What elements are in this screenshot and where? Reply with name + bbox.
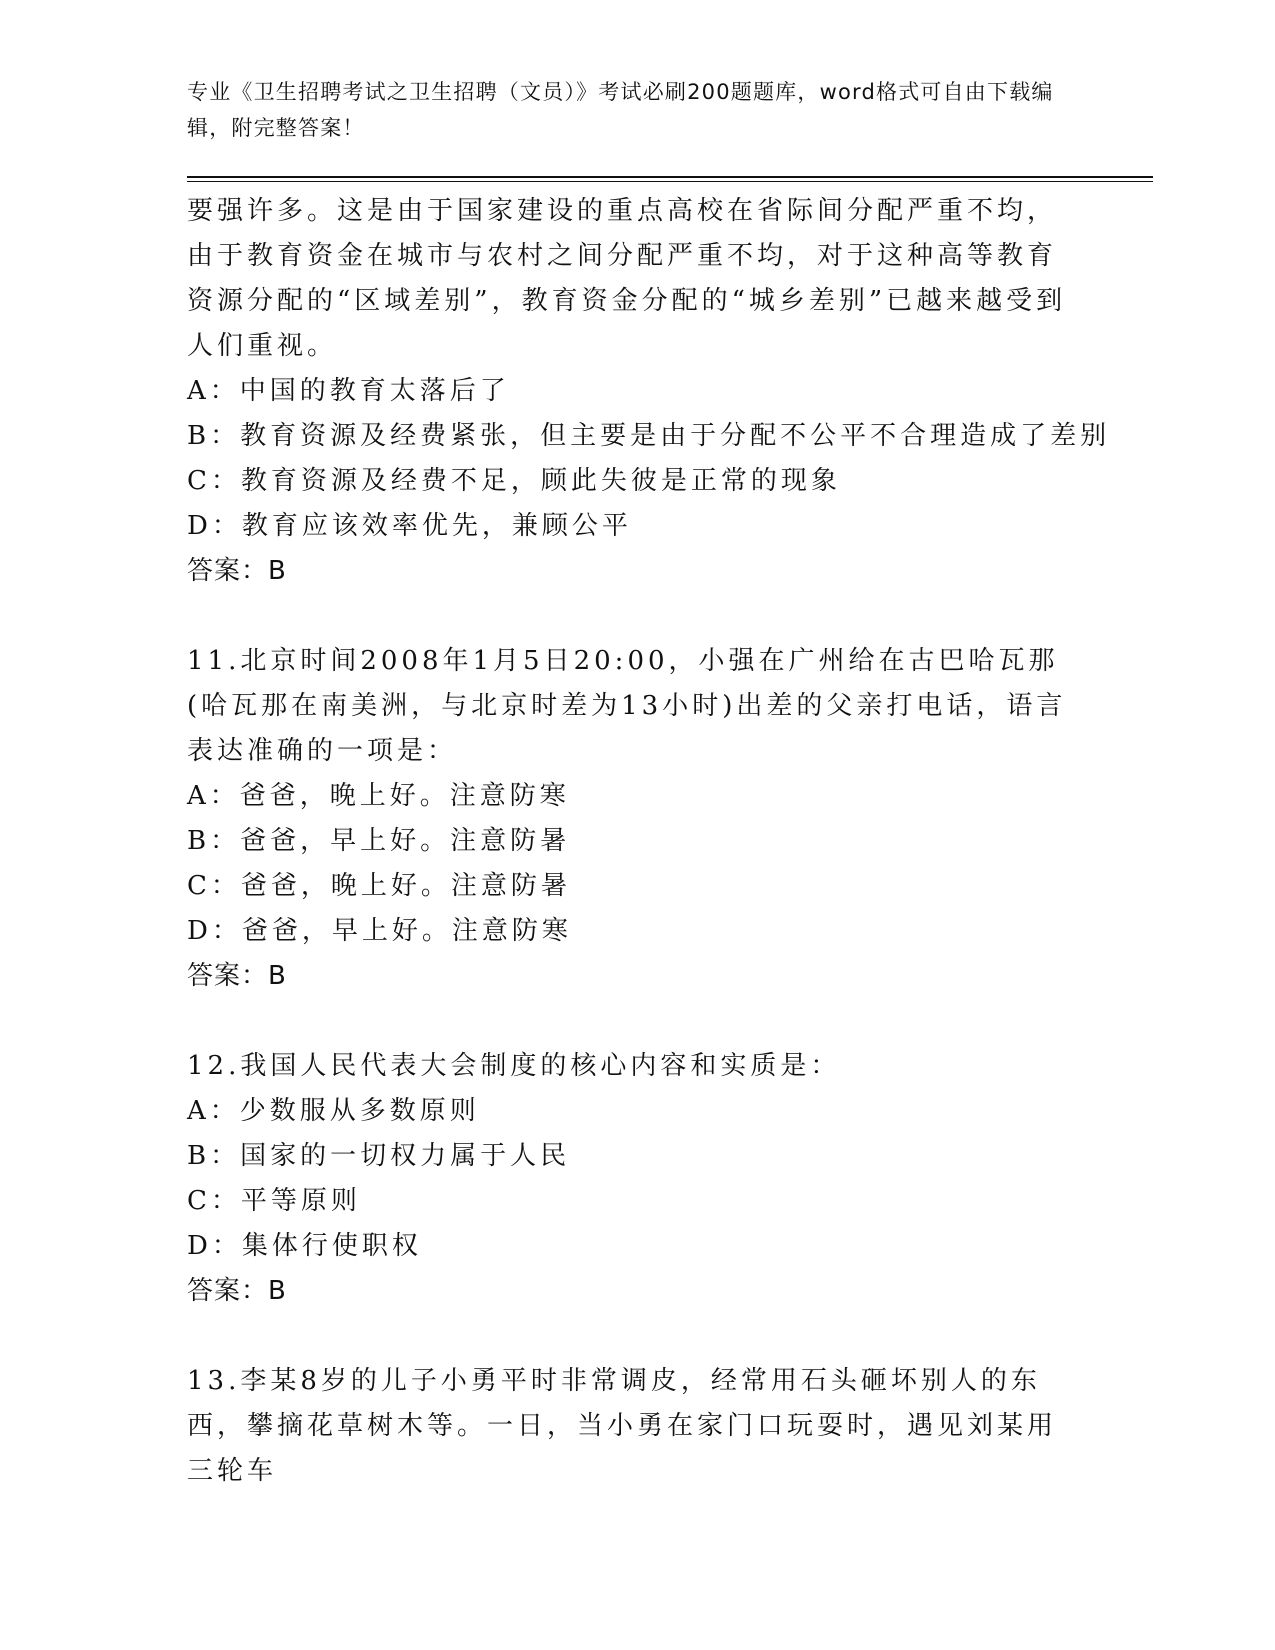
header-title: 专业《卫生招聘考试之卫生招聘（文员）》考试必刷200题题库，word格式可自由下载编辑，附完整答案！	[187, 80, 1054, 140]
spacer	[187, 999, 1077, 1044]
header-divider-thin	[187, 181, 1153, 182]
option-b: B：国家的一切权力属于人民	[187, 1141, 571, 1171]
option-a: A：爸爸，晚上好。注意防寒	[187, 781, 570, 811]
option-a: A：少数服从多数原则	[187, 1096, 480, 1126]
option-b: B：爸爸，早上好。注意防暑	[187, 826, 571, 856]
option-b: B：教育资源及经费紧张，但主要是由于分配不公平不合理造成了差别	[187, 421, 1111, 451]
question-11	[187, 639, 1077, 999]
question-text: 要强许多。这是由于国家建设的重点高校在省际间分配严重不均，由于教育资金在城市与农村之间分配严重不均，对于这种高等教育资源分配的“区域差别”，教育资金分配的“城乡差别”已越来越受到人们重视。	[187, 196, 1067, 361]
question-12	[187, 1044, 1077, 1314]
answer: 答案：B	[187, 556, 287, 586]
question-text: 11.北京时间2008年1月5日20:00，小强在广州给在古巴哈瓦那(哈瓦那在南美洲，与北京时差为13小时)出差的父亲打电话，语言表达准确的一项是：	[187, 646, 1067, 766]
option-d: D：爸爸，早上好。注意防寒	[187, 916, 572, 946]
option-c: C：平等原则	[187, 1186, 361, 1216]
document-body	[187, 189, 1111, 1494]
answer: 答案：B	[187, 1276, 287, 1306]
option-c: C：教育资源及经费不足，顾此失彼是正常的现象	[187, 466, 841, 496]
option-c: C：爸爸，晚上好。注意防暑	[187, 871, 571, 901]
question-13	[187, 1359, 1077, 1494]
option-a: A：中国的教育太落后了	[187, 376, 510, 406]
document-header	[187, 74, 1067, 146]
option-d: D：教育应该效率优先，兼顾公平	[187, 511, 632, 541]
option-d: D：集体行使职权	[187, 1231, 422, 1261]
header-divider-thick	[187, 176, 1153, 178]
question-continuation	[187, 189, 1111, 594]
answer: 答案：B	[187, 961, 287, 991]
question-text: 13.李某8岁的儿子小勇平时非常调皮，经常用石头砸坏别人的东西，攀摘花草树木等。一日，当小勇在家门口玩耍时，遇见刘某用三轮车	[187, 1366, 1058, 1486]
spacer	[187, 594, 1077, 639]
spacer	[187, 1314, 1077, 1359]
question-text: 12.我国人民代表大会制度的核心内容和实质是：	[187, 1051, 841, 1081]
